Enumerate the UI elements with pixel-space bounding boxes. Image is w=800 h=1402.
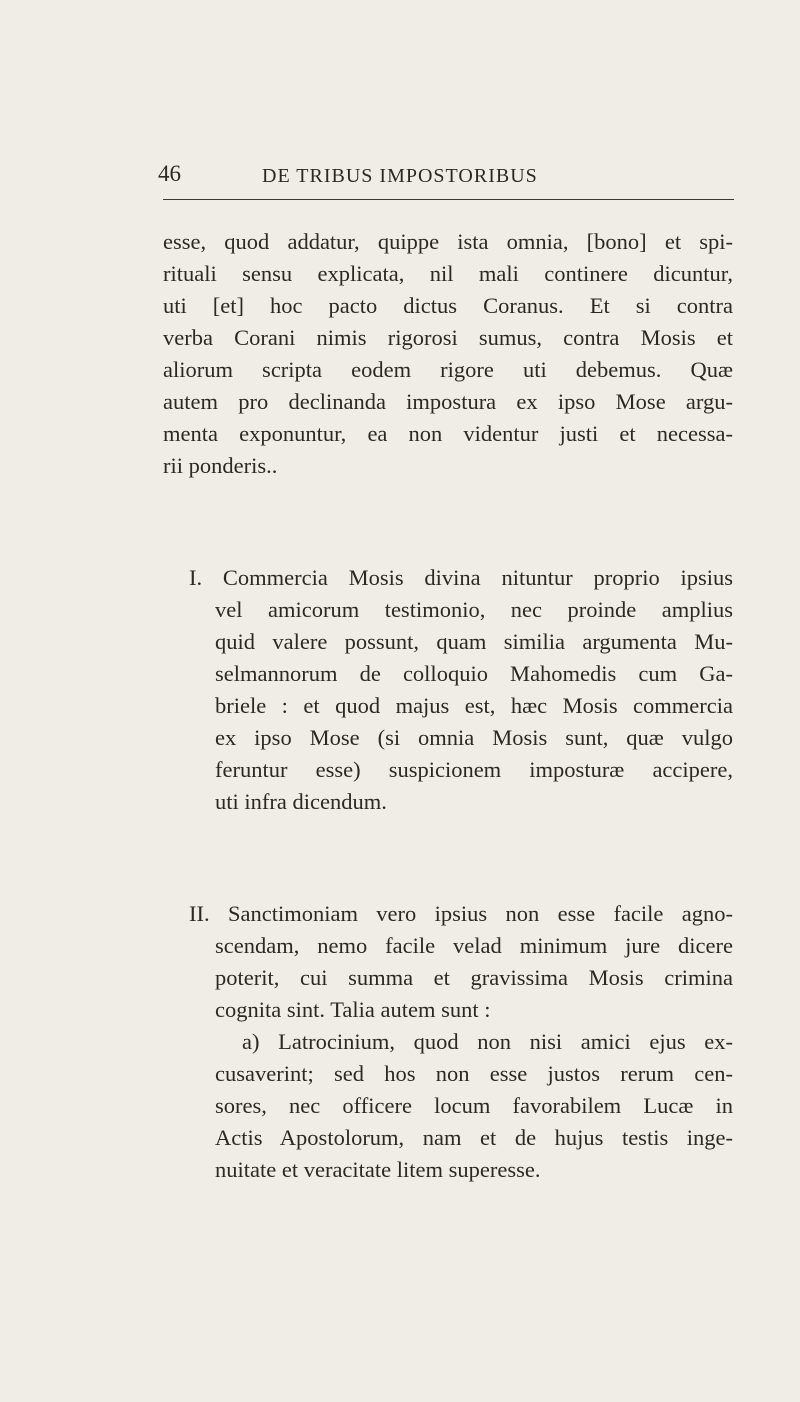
- text-line: uti [et] hoc pacto dictus Coranus. Et si contra: [163, 293, 733, 318]
- header-rule: [163, 199, 734, 200]
- text-line: poterit, cui summa et gravissima Mosis crimina: [215, 965, 733, 990]
- text-line: scendam, nemo facile velad minimum jure dicere: [215, 933, 733, 958]
- text-line: cognita sint. Talia autem sunt :: [215, 997, 491, 1022]
- text-line: feruntur esse) suspicionem imposturæ accipere,: [215, 757, 733, 782]
- text-line: nuitate et veracitate litem superesse.: [215, 1157, 541, 1182]
- text-line: I. Commercia Mosis divina nituntur proprio ipsius: [189, 565, 733, 590]
- text-line: II. Sanctimoniam vero ipsius non esse facile agno-: [189, 901, 733, 926]
- text-line: menta exponuntur, ea non videntur justi et necessa-: [163, 421, 733, 446]
- text-line: aliorum scripta eodem rigore uti debemus. Quæ: [163, 357, 733, 382]
- text-line: cusaverint; sed hos non esse justos rerum cen-: [215, 1061, 733, 1086]
- text-line: briele : et quod majus est, hæc Mosis commercia: [215, 693, 733, 718]
- text-line: verba Corani nimis rigorosi sumus, contra Mosis et: [163, 325, 733, 350]
- text-line: rii ponderis..: [163, 453, 278, 478]
- text-line: rituali sensu explicata, nil mali continere dicuntur,: [163, 261, 733, 286]
- text-line: autem pro declinanda impostura ex ipso Mose argu-: [163, 389, 733, 414]
- text-line: selmannorum de colloquio Mahomedis cum Ga-: [215, 661, 733, 686]
- text-line: uti infra dicendum.: [215, 789, 387, 814]
- running-head: DE TRIBUS IMPOSTORIBUS: [262, 165, 538, 187]
- text-line: vel amicorum testimonio, nec proinde amplius: [215, 597, 733, 622]
- text-line: sores, nec officere locum favorabilem Lucæ in: [215, 1093, 733, 1118]
- text-line: ex ipso Mose (si omnia Mosis sunt, quæ vulgo: [215, 725, 733, 750]
- text-line: Actis Apostolorum, nam et de hujus testis inge-: [215, 1125, 733, 1150]
- page-number: 46: [158, 161, 181, 186]
- text-line: quid valere possunt, quam similia argumenta Mu-: [215, 629, 733, 654]
- text-line: esse, quod addatur, quippe ista omnia, [bono] et spi-: [163, 229, 733, 254]
- text-line: a) Latrocinium, quod non nisi amici ejus ex-: [242, 1029, 733, 1054]
